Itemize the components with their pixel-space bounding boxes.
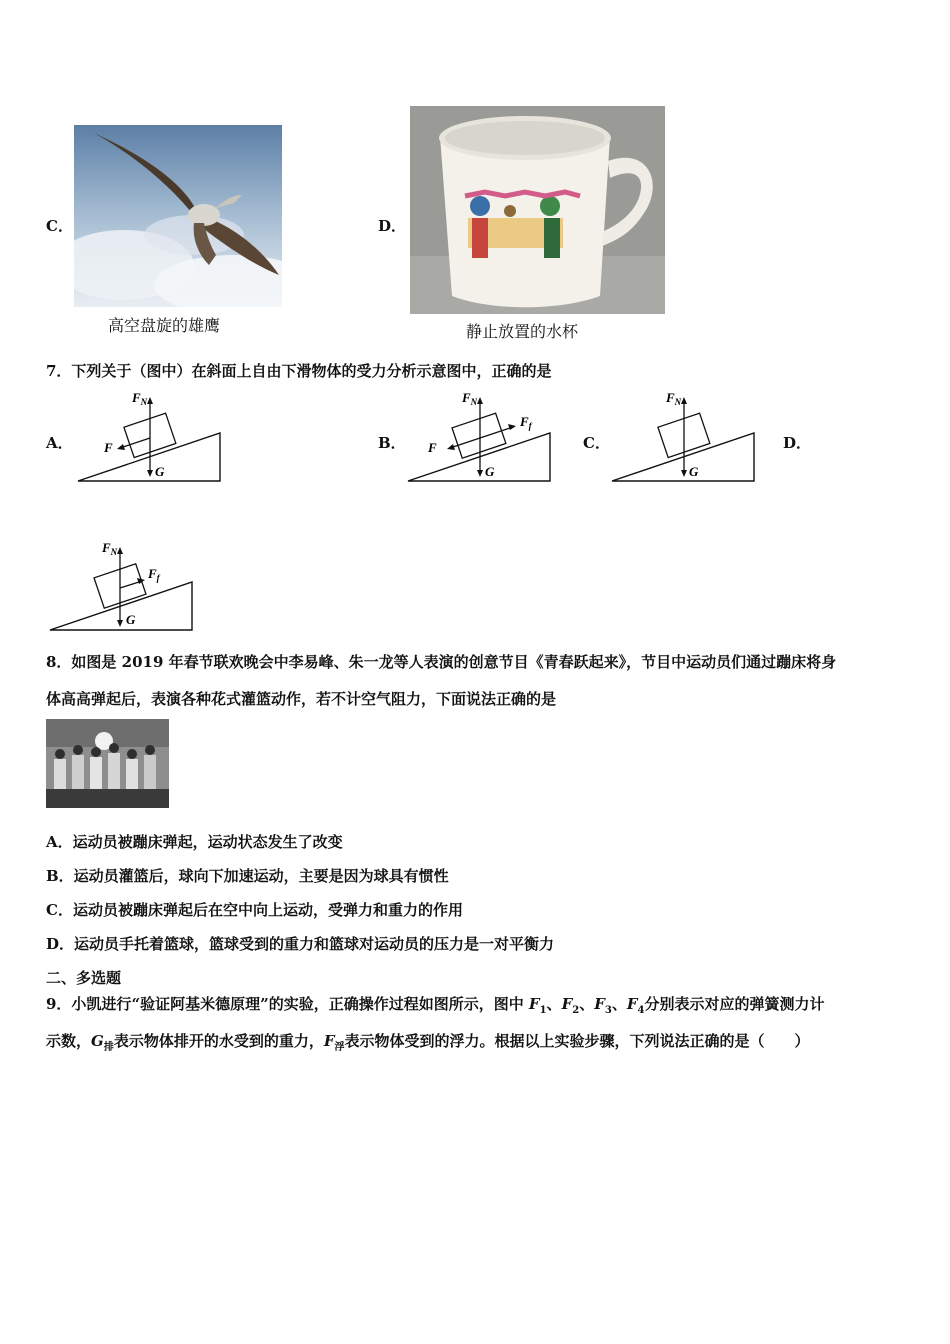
q8-option-d: D．运动员手托着篮球，篮球受到的重力和篮球对运动员的压力是一对平衡力: [46, 935, 555, 953]
incline-diagram-c: [604, 388, 764, 486]
svg-text:FN: $F_N$: [132, 390, 148, 407]
q8-stem-line2: 体高高弹起后，表演各种花式灌篮动作，若不计空气阻力，下面说法正确的是: [46, 690, 557, 708]
g-label-b: G: [485, 464, 495, 479]
incline-diagram-b: [400, 388, 560, 486]
svg-text:Ff: $F_f$: [148, 566, 160, 583]
cup-photo: [410, 106, 665, 314]
svg-text:FN: $F_N$: [462, 390, 478, 407]
q7-option-c-label: C．: [583, 434, 610, 452]
q9-line2: 示数，$G_排$表示物体排开的水受到的重力，$F_浮$表示物体受到的浮力。根据以上实验步骤，下列说法正确的是（ ）: [46, 1032, 810, 1053]
q8-option-a: A．运动员被蹦床弹起，运动状态发生了改变: [46, 833, 343, 851]
section-heading: 二、多选题: [46, 969, 122, 987]
incline-diagram-a: [70, 388, 230, 486]
g-label-c: G: [689, 464, 699, 479]
q7-option-a-label: A．: [46, 434, 73, 452]
fn-label-a: F: [132, 390, 141, 405]
svg-text:FN: $F_N$: [102, 540, 118, 557]
option-d-label: D．: [378, 217, 407, 235]
fn-label-c: F: [666, 390, 675, 405]
g-label-a: G: [155, 464, 165, 479]
eagle-caption: 高空盘旋的雄鹰: [108, 316, 221, 335]
incline-diagram-d: [44, 536, 204, 634]
f-label-a: F: [104, 440, 113, 455]
fn-label-b: F: [462, 390, 471, 405]
q8-option-c: C．运动员被蹦床弹起后在空中向上运动，受弹力和重力的作用: [46, 901, 463, 919]
ff-label-d: F: [148, 566, 157, 581]
q7-option-d-label: D．: [783, 434, 812, 452]
cup-caption: 静止放置的水杯: [466, 322, 579, 341]
q7-stem: 7．下列关于（图中）在斜面上自由下滑物体的受力分析示意图中，正确的是: [46, 362, 552, 380]
q7-option-b-label: B．: [378, 434, 406, 452]
q8-option-b: B．运动员灌篮后，球向下加速运动，主要是因为球具有惯性: [46, 867, 449, 885]
svg-text:FN: $F_N$: [666, 390, 682, 407]
eagle-photo: [74, 125, 282, 307]
fn-label-d: F: [102, 540, 111, 555]
q9-line1: 9．小凯进行“验证阿基米德原理”的实验，正确操作过程如图所示，图中 $F_1$、$F_2$、$F_3$、$F_4$分别表示对应的弹簧测力计: [46, 995, 825, 1016]
trampoline-photo: [46, 719, 169, 808]
svg-text:Ff: $F_f$: [520, 414, 532, 431]
option-c-label: C．: [46, 217, 73, 235]
q8-stem-line1: 8．如图是 2019 年春节联欢晚会中李易峰、朱一龙等人表演的创意节目《青春跃起来》，节目中运动员们通过蹦床将身: [46, 653, 837, 671]
f-label-b: F: [428, 440, 437, 455]
g-label-d: G: [126, 612, 136, 627]
ff-label-b: F: [520, 414, 529, 429]
